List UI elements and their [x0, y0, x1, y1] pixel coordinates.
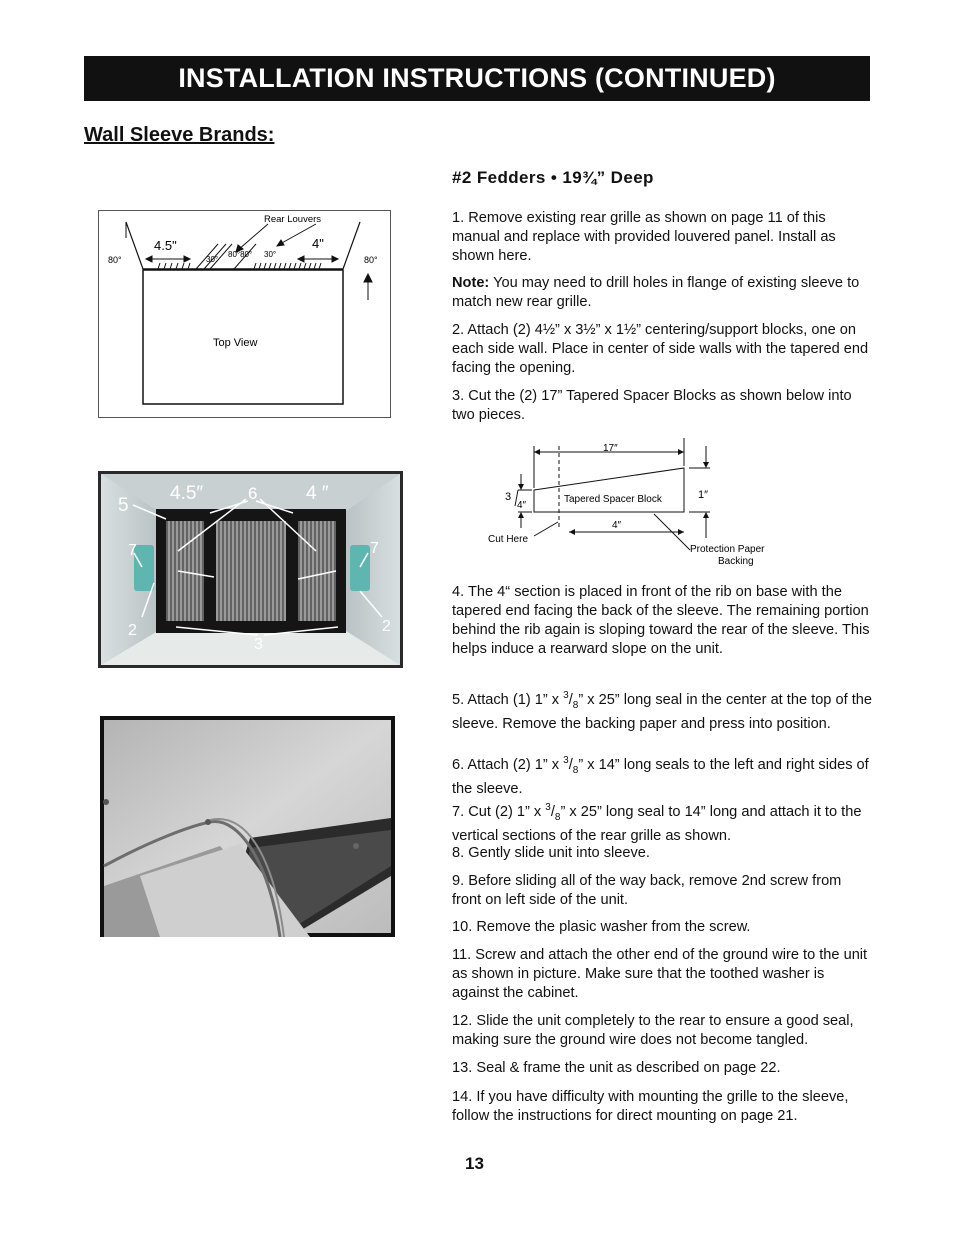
tapered-spacer-label: Tapered Spacer Block: [564, 494, 662, 505]
page-title: INSTALLATION INSTRUCTIONS (CONTINUED): [178, 63, 776, 93]
step-6: 6. Attach (2) 1” x $^3/_8$” x 14” long seals to the left and right sides of the sleeve.: [452, 755, 869, 797]
callout-7-left: 7: [128, 542, 137, 559]
step-3: 3. Cut the (2) 17” Tapered Spacer Blocks as shown below into two pieces.: [452, 388, 852, 423]
callout-7-right: 7: [370, 540, 379, 557]
rear-louvers-label: Rear Louvers: [264, 214, 322, 225]
angle-80-80-label: 80°80°: [228, 250, 253, 259]
step-9: 9. Before sliding all of the way back, remove 2nd screw from front on left side of the unit.: [452, 873, 842, 908]
callout-6: 6: [248, 484, 258, 503]
step-5: 5. Attach (1) 1” x $^3/_8$” x 25” long seal in the center at the top of the sleeve. Remove the backing paper and press into position.: [452, 690, 872, 732]
note-label: Note:: [452, 275, 490, 291]
angle-30-left-label: 30°: [206, 255, 219, 264]
callout-2-left: 2: [128, 622, 137, 639]
height-3-label: 3: [505, 491, 512, 503]
step-13: 13. Seal & frame the unit as described on page 22.: [452, 1060, 781, 1076]
note-text: You may need to drill holes in flange of existing sleeve to match new rear grille.: [452, 275, 860, 310]
cut-here-label: Cut Here: [488, 534, 529, 545]
step-7: 7. Cut (2) 1” x $^3/_8$” x 25” long seal to 14” long and attach it to the vertical sections of the rear grille as shown.: [452, 802, 862, 844]
step-8: 8. Gently slide unit into sleeve.: [452, 845, 650, 861]
tapered-spacer-diagram: [484, 432, 794, 572]
model-subheading: #2 Fedders • 19¾” Deep: [452, 168, 654, 187]
callout-4: 4 ″: [306, 483, 329, 504]
step-14: 14. If you have difficulty with mounting the grille to the sleeve, follow the instructions for direct mounting on page 21.: [452, 1089, 849, 1124]
dim-left-label: 4.5": [154, 238, 177, 253]
height-4-label: 4″: [517, 500, 527, 511]
length-4-label: 4″: [612, 520, 622, 531]
top-view-label: Top View: [213, 337, 258, 349]
step-4: 4. The 4“ section is placed in front of the rib on base with the tapered end facing the back of the sleeve. The remaining portion behind the rib again is sloping toward the rear of the sleeve. This helps induce a rearward slope on the unit.: [452, 584, 870, 657]
callout-4-5: 4.5″: [170, 483, 204, 504]
step-11: 11. Screw and attach the other end of the ground wire to the unit as shown in picture. Make sure that the toothed washer is against the cabinet.: [452, 947, 868, 1001]
angle-30-right-label: 30°: [264, 250, 277, 259]
sleeve-photo: [98, 471, 403, 668]
ground-wire-photo: [100, 716, 395, 937]
height-1-label: 1″: [698, 489, 709, 501]
step-1: 1. Remove existing rear grille as shown on page 11 of this manual and replace with provided louvered panel. Install as shown here.: [452, 210, 836, 264]
note: [452, 274, 872, 312]
protection-paper-label: Protection Paper: [690, 544, 765, 555]
page-number: 13: [465, 1154, 484, 1173]
backing-label: Backing: [718, 556, 754, 567]
length-17-label: 17″: [603, 443, 618, 454]
section-title: Wall Sleeve Brands:: [84, 124, 275, 146]
callout-5: 5: [118, 495, 129, 516]
top-view-diagram: [98, 210, 392, 419]
callout-3: 3: [254, 636, 263, 653]
angle-right-label: 80°: [364, 255, 378, 265]
step-10: 10. Remove the plasic washer from the screw.: [452, 919, 751, 935]
callout-2-right: 2: [382, 618, 391, 635]
dim-right-label: 4": [312, 236, 324, 251]
step-2: 2. Attach (2) 4½” x 3½” x 1½” centering/support blocks, one on each side wall. Place in center of side walls with the tapered end facing the opening.: [452, 322, 869, 376]
step-12: 12. Slide the unit completely to the rear to ensure a good seal, making sure the ground wire does not become tangled.: [452, 1013, 854, 1048]
angle-left-label: 80°: [108, 255, 122, 265]
page-title-bar: [84, 56, 870, 101]
